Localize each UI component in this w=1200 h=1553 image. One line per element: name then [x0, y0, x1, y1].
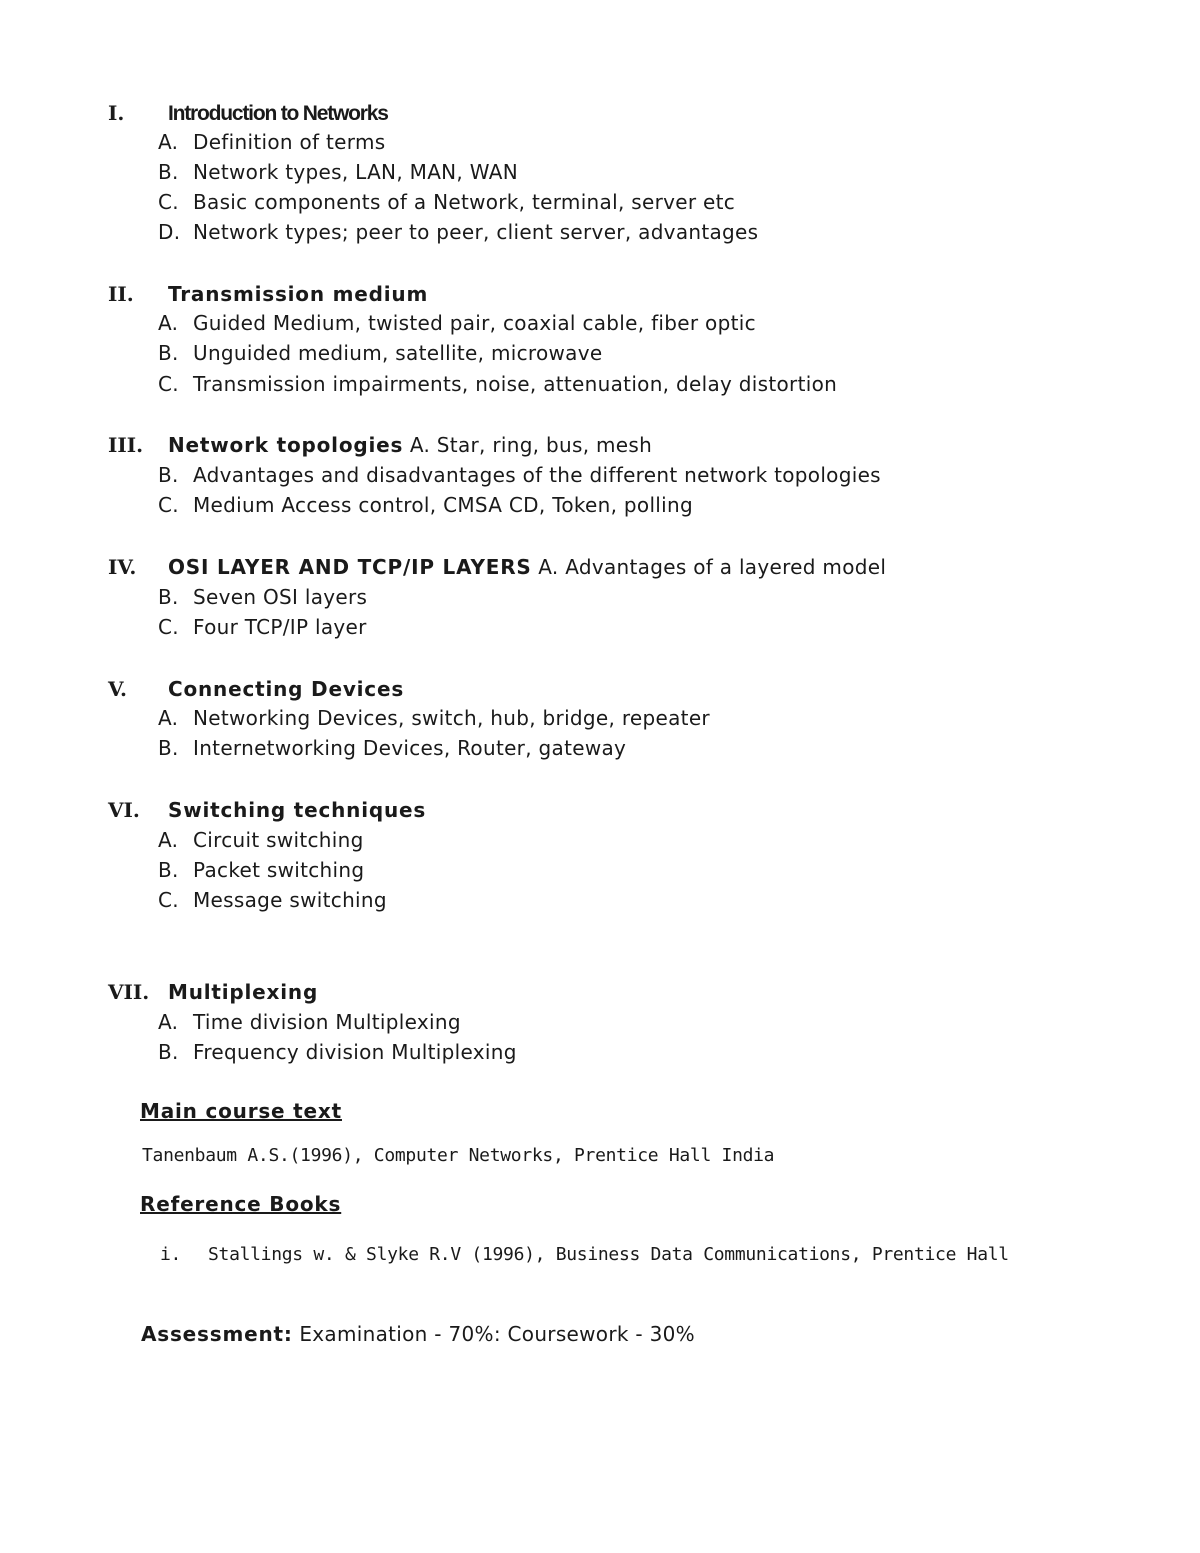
- item-text: Guided Medium, twisted pair, coaxial cable, fiber optic: [193, 311, 756, 335]
- item-text: Definition of terms: [193, 130, 386, 154]
- assessment-text: Examination - 70%: Coursework - 30%: [292, 1322, 695, 1346]
- item-text: Unguided medium, satellite, microwave: [193, 341, 603, 365]
- item-text: Message switching: [193, 888, 387, 912]
- item-text: Seven OSI layers: [193, 585, 368, 609]
- section-title: Network topologies: [168, 433, 404, 457]
- section-heading-tail: A. Star, ring, bus, mesh: [403, 433, 653, 457]
- item-letter: D.: [158, 220, 181, 244]
- section-numeral: I.: [108, 101, 125, 125]
- item-letter: A.: [158, 130, 179, 154]
- item-letter: B.: [158, 341, 179, 365]
- section-heading: [168, 433, 652, 457]
- item-letter: B.: [158, 585, 179, 609]
- assessment-label: Assessment:: [141, 1322, 293, 1346]
- section-heading: [168, 101, 388, 126]
- main-text-entry: Tanenbaum A.S.(1996), Computer Networks, Prentice Hall India: [142, 1145, 775, 1166]
- section-heading: [168, 677, 404, 701]
- section-title: Multiplexing: [168, 980, 319, 1004]
- item-letter: B.: [158, 160, 179, 184]
- item-text: Circuit switching: [193, 828, 364, 852]
- section-heading-tail: A. Advantages of a layered model: [531, 555, 887, 579]
- reference-entry: Stallings w. & Slyke R.V (1996), Business Data Communications, Prentice Hall: [208, 1244, 1009, 1265]
- item-text: Frequency division Multiplexing: [193, 1040, 517, 1064]
- section-heading: [168, 282, 428, 306]
- item-text: Networking Devices, switch, hub, bridge, repeater: [193, 706, 710, 730]
- item-letter: A.: [158, 311, 179, 335]
- section-title: Switching techniques: [168, 798, 427, 822]
- item-letter: B.: [158, 858, 179, 882]
- section-numeral: IV.: [108, 555, 137, 579]
- item-text: Medium Access control, CMSA CD, Token, polling: [193, 493, 693, 517]
- item-text: Internetworking Devices, Router, gateway: [193, 736, 627, 760]
- section-title: Transmission medium: [168, 282, 429, 306]
- section-title: Connecting Devices: [168, 677, 405, 701]
- item-text: Transmission impairments, noise, attenuation, delay distortion: [193, 372, 838, 396]
- reference-books-heading: Reference Books: [140, 1192, 342, 1216]
- item-text: Time division Multiplexing: [193, 1010, 461, 1034]
- item-letter: B.: [158, 1040, 179, 1064]
- item-letter: C.: [158, 493, 179, 517]
- item-letter: C.: [158, 372, 179, 396]
- item-letter: B.: [158, 736, 179, 760]
- section-heading: [168, 555, 886, 579]
- item-text: Four TCP/IP layer: [193, 615, 367, 639]
- item-letter: C.: [158, 888, 179, 912]
- item-letter: A.: [158, 828, 179, 852]
- section-title: OSI LAYER AND TCP/IP LAYERS: [168, 555, 532, 579]
- main-text-heading: Main course text: [140, 1099, 342, 1123]
- item-text: Advantages and disadvantages of the different network topologies: [193, 463, 881, 487]
- item-letter: C.: [158, 615, 179, 639]
- section-numeral: VII.: [108, 980, 150, 1004]
- section-numeral: VI.: [108, 798, 140, 822]
- reference-marker: i.: [160, 1244, 182, 1265]
- item-letter: C.: [158, 190, 179, 214]
- section-heading: [168, 980, 318, 1004]
- item-letter: A.: [158, 706, 179, 730]
- section-numeral: V.: [108, 677, 127, 701]
- item-text: Packet switching: [193, 858, 365, 882]
- assessment-line: [141, 1322, 695, 1346]
- item-text: Network types; peer to peer, client server, advantages: [193, 220, 759, 244]
- section-title: Introduction to Networks: [168, 102, 388, 125]
- section-numeral: II.: [108, 282, 134, 306]
- section-heading: [168, 798, 426, 822]
- item-letter: B.: [158, 463, 179, 487]
- section-numeral: III.: [108, 433, 144, 457]
- item-text: Basic components of a Network, terminal, server etc: [193, 190, 736, 214]
- item-letter: A.: [158, 1010, 179, 1034]
- item-text: Network types, LAN, MAN, WAN: [193, 160, 518, 184]
